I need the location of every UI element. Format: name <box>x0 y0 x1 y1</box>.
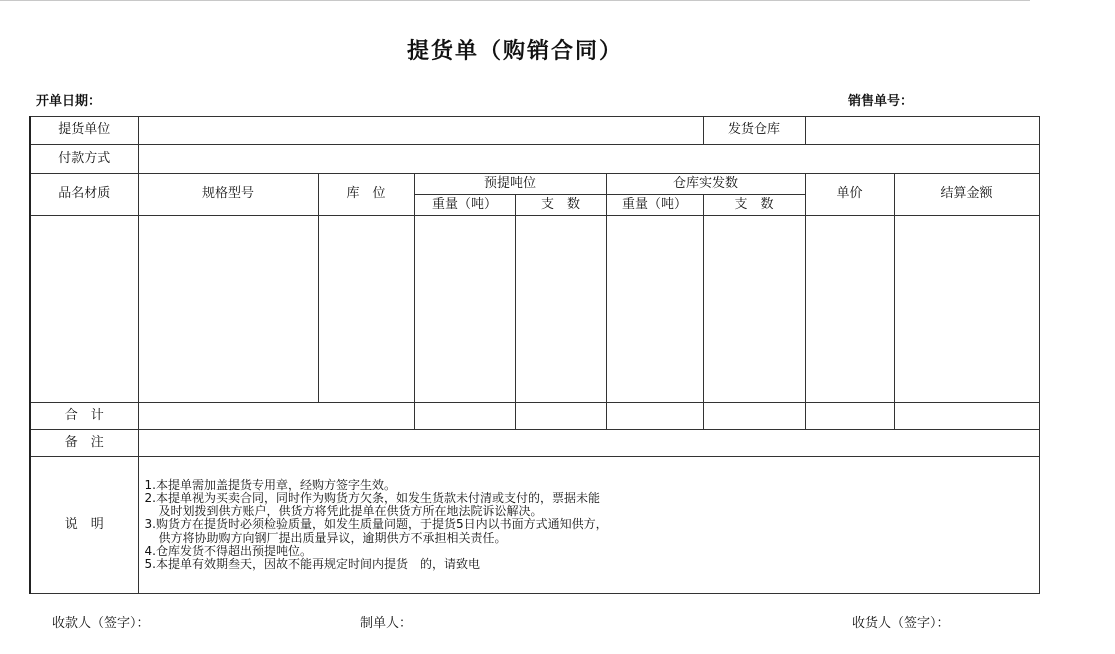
delivery-order-table <box>29 116 1040 594</box>
note-2: 2.本提单视为买卖合同，同时作为购货方欠条，如发生货款未付清或支付的，票据未能 <box>144 491 600 506</box>
item-name-cell[interactable] <box>30 216 138 403</box>
remarks-value[interactable] <box>138 430 1039 457</box>
item-area-row <box>30 216 1039 403</box>
note-2-cont: 及时划拨到供方账户，供货方将凭此提单在供货方所在地法院诉讼解决。 <box>158 504 543 519</box>
explanation-row <box>30 457 1039 594</box>
note-4: 4.仓库发货不得超出预提吨位。 <box>144 543 312 558</box>
col-reserved-tonnage: 预提吨位 <box>414 174 606 195</box>
pickup-unit-value[interactable] <box>138 117 703 145</box>
col-warehouse-actual: 仓库实发数 <box>606 174 805 195</box>
item-unit-price-cell[interactable] <box>805 216 894 403</box>
total-weight-1-cell[interactable] <box>414 403 515 430</box>
pickup-unit-label: 提货单位 <box>30 117 138 145</box>
note-3: 3.购货方在提货时必须检验质量，如发生质量问题，于提货5日内以书面方式通知供方， <box>144 517 608 532</box>
explanation-label: 说 明 <box>30 457 138 594</box>
item-weight-1-cell[interactable] <box>414 216 515 403</box>
total-unit-price-cell[interactable] <box>805 403 894 430</box>
note-1: 1.本提单需加盖提货专用章，经购方签字生效。 <box>144 477 396 492</box>
item-spec-cell[interactable] <box>138 216 318 403</box>
total-label: 合 计 <box>30 403 138 430</box>
item-weight-2-cell[interactable] <box>606 216 703 403</box>
item-location-cell[interactable] <box>318 216 414 403</box>
date-label: 开单日期： <box>36 94 102 109</box>
col-weight-2: 重量（吨） <box>606 195 703 216</box>
note-3-cont: 供方将协助购方向钢厂提出质量异议，逾期供方不承担相关责任。 <box>158 530 507 545</box>
col-spec-model: 规格型号 <box>138 174 318 216</box>
order-number-label: 销售单号： <box>848 94 914 109</box>
item-pieces-2-cell[interactable] <box>703 216 805 403</box>
item-pieces-1-cell[interactable] <box>515 216 606 403</box>
total-row <box>30 403 1039 430</box>
top-rule <box>0 0 1030 1</box>
row-pickup-unit <box>30 117 1039 145</box>
remarks-label: 备 注 <box>30 430 138 457</box>
payment-method-value[interactable] <box>138 145 1039 174</box>
col-pieces-2: 支 数 <box>703 195 805 216</box>
preparer-label: 制单人： <box>360 616 413 631</box>
total-pieces-2-cell[interactable] <box>703 403 805 430</box>
col-location: 库 位 <box>318 174 414 216</box>
header-row-1 <box>30 174 1039 195</box>
remarks-row <box>30 430 1039 457</box>
payment-method-label: 付款方式 <box>30 145 138 174</box>
page-title: 提货单（购销合同） <box>406 38 623 64</box>
total-spec-cell[interactable] <box>138 403 414 430</box>
row-payment <box>30 145 1039 174</box>
col-name-material: 品名材质 <box>30 174 138 216</box>
warehouse-label: 发货仓库 <box>703 117 805 145</box>
total-pieces-1-cell[interactable] <box>515 403 606 430</box>
note-5: 5.本提单有效期叁天，因故不能再规定时间内提货 的，请致电 <box>144 556 480 571</box>
payee-signature-label: 收款人（签字）： <box>52 616 150 631</box>
explanation-notes <box>138 457 1039 594</box>
col-weight-1: 重量（吨） <box>414 195 515 216</box>
col-unit-price: 单价 <box>805 174 894 216</box>
warehouse-value[interactable] <box>805 117 1039 145</box>
col-settlement-amount: 结算金额 <box>894 174 1039 216</box>
total-weight-2-cell[interactable] <box>606 403 703 430</box>
receiver-signature-label: 收货人（签字）： <box>852 616 950 631</box>
col-pieces-1: 支 数 <box>515 195 606 216</box>
item-amount-cell[interactable] <box>894 216 1039 403</box>
total-amount-cell[interactable] <box>894 403 1039 430</box>
